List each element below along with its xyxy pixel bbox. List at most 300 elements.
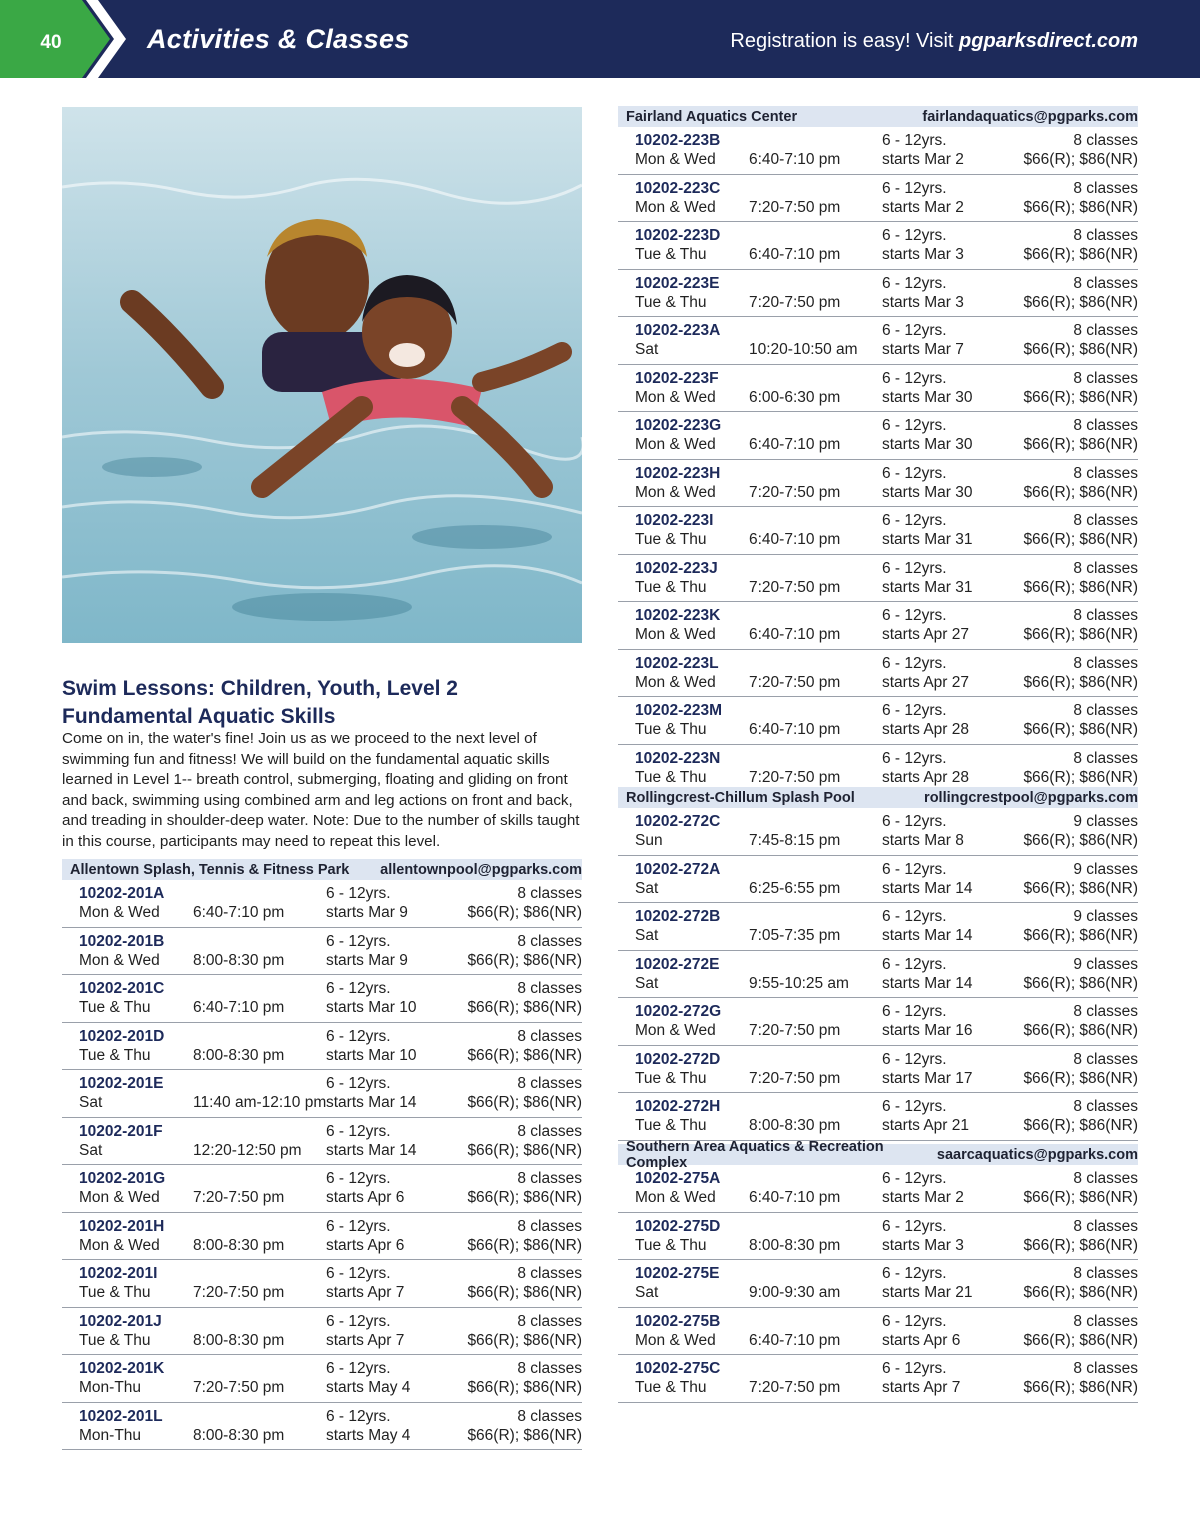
session-price: $66(R); $86(NR) [467,1046,582,1064]
session-code[interactable]: 10202-223D [635,227,721,244]
session-code[interactable]: 10202-223C [635,179,721,197]
session-days: Mon & Wed [635,198,716,216]
session-start: starts Mar 14 [882,879,973,897]
session-code[interactable]: 10202-223E [635,274,720,292]
session-code[interactable]: 10202-223A [635,322,721,339]
session-days: Sat [635,341,659,358]
session-code[interactable]: 10202-223L [635,654,719,672]
session-time: 7:20-7:50 pm [193,1284,285,1301]
session-days: Tue & Thu [79,999,151,1016]
session-price: $66(R); $86(NR) [1023,768,1138,786]
session-count: 8 classes [1073,1098,1138,1115]
session-time: 9:00-9:30 am [749,1284,841,1301]
page-number: 40 [40,32,62,53]
session-row [62,1355,582,1403]
session-count: 8 classes [517,1217,582,1235]
session-count: 8 classes [1073,607,1138,624]
session-count: 9 classes [1073,955,1138,973]
session-count: 8 classes [517,1027,582,1045]
session-time: 8:00-8:30 pm [193,1331,285,1349]
session-count: 8 classes [1073,1217,1138,1235]
session-price: $66(R); $86(NR) [467,904,582,921]
session-time: 9:55-10:25 am [749,974,849,992]
session-days: Tue & Thu [635,1069,707,1087]
session-time: 7:20-7:50 pm [193,1189,285,1206]
session-age: 6 - 12yrs. [882,369,947,387]
session-row [618,951,1138,999]
session-time: 6:40-7:10 pm [749,246,841,263]
session-price: $66(R); $86(NR) [467,1331,582,1349]
session-row [618,1046,1138,1094]
session-start: starts Apr 27 [882,626,970,643]
session-days: Sat [635,974,659,992]
session-row [618,175,1138,223]
session-price: $66(R); $86(NR) [1023,1069,1138,1087]
session-time: 6:40-7:10 pm [749,436,841,453]
session-time: 6:25-6:55 pm [749,879,841,897]
schedule-table-saarc [618,1138,1138,1403]
session-row [62,928,582,976]
session-count: 8 classes [1073,369,1138,387]
session-code[interactable]: 10202-223F [635,369,719,387]
session-row [62,1308,582,1356]
session-start: starts Apr 27 [882,673,970,691]
session-age: 6 - 12yrs. [326,1360,391,1377]
session-price: $66(R); $86(NR) [467,951,582,969]
session-age: 6 - 12yrs. [326,885,391,902]
session-count: 8 classes [1073,417,1138,434]
session-time: 6:00-6:30 pm [749,388,841,406]
session-start: starts Mar 3 [882,246,964,263]
session-time: 7:20-7:50 pm [749,673,841,691]
session-count: 8 classes [1073,1050,1138,1068]
session-rows [618,127,1138,792]
session-time: 12:20-12:50 pm [193,1141,302,1159]
session-row [618,903,1138,951]
session-row [618,998,1138,1046]
session-price: $66(R); $86(NR) [1023,198,1138,216]
session-count: 8 classes [517,980,582,997]
session-row [62,1023,582,1071]
session-age: 6 - 12yrs. [882,559,947,577]
session-time: 7:45-8:15 pm [749,832,841,849]
session-count: 8 classes [1073,654,1138,672]
session-row [62,1213,582,1261]
session-time: 7:20-7:50 pm [749,483,841,501]
session-days: Tue & Thu [635,1379,707,1396]
session-price: $66(R); $86(NR) [1023,531,1138,548]
session-age: 6 - 12yrs. [326,1027,391,1045]
session-start: starts Mar 14 [882,974,973,992]
session-price: $66(R); $86(NR) [1023,293,1138,311]
session-count: 8 classes [1073,559,1138,577]
session-age: 6 - 12yrs. [326,932,391,950]
session-days: Tue & Thu [79,1331,151,1349]
session-days: Mon & Wed [79,1236,160,1254]
session-price: $66(R); $86(NR) [467,1379,582,1396]
session-start: starts Mar 10 [326,1046,417,1064]
session-price: $66(R); $86(NR) [1023,879,1138,897]
session-row [618,1308,1138,1356]
session-row [618,555,1138,603]
session-count: 8 classes [1073,512,1138,529]
session-rows [618,1165,1138,1403]
page-header [0,0,1200,78]
session-price: $66(R); $86(NR) [1023,832,1138,849]
session-code[interactable]: 10202-201D [79,1027,165,1045]
session-code[interactable]: 10202-272G [635,1003,722,1020]
session-price: $66(R); $86(NR) [1023,1284,1138,1301]
session-code[interactable]: 10202-272H [635,1098,721,1115]
session-start: starts May 4 [326,1379,411,1396]
session-code[interactable]: 10202-201L [79,1407,163,1425]
session-count: 8 classes [1073,1170,1138,1187]
session-start: starts Apr 28 [882,768,970,786]
session-price: $66(R); $86(NR) [1023,721,1138,738]
session-price: $66(R); $86(NR) [1023,673,1138,691]
session-start: starts Apr 6 [882,1331,961,1349]
session-code[interactable]: 10202-201C [79,980,165,997]
session-price: $66(R); $86(NR) [1023,974,1138,992]
session-age: 6 - 12yrs. [882,1265,947,1282]
session-count: 8 classes [1073,702,1138,719]
session-time: 7:20-7:50 pm [193,1379,285,1396]
session-code[interactable]: 10202-201F [79,1122,163,1140]
session-start: starts Mar 2 [882,198,964,216]
session-price: $66(R); $86(NR) [1023,927,1138,944]
session-age: 6 - 12yrs. [326,1122,391,1140]
session-age: 6 - 12yrs. [326,1170,391,1187]
session-age: 6 - 12yrs. [882,860,947,878]
location-email-link[interactable]: rollingcrestpool@pgparks.com [924,789,1138,806]
session-price: $66(R); $86(NR) [467,999,582,1016]
session-price: $66(R); $86(NR) [1023,483,1138,501]
session-code[interactable]: 10202-272A [635,860,721,878]
location-name: Southern Area Aquatics & Recreation Complex [626,1138,884,1171]
session-row [62,1118,582,1166]
session-time: 8:00-8:30 pm [193,1236,285,1254]
session-price: $66(R); $86(NR) [1023,1331,1138,1349]
session-days: Mon & Wed [635,673,716,691]
session-days: Mon & Wed [635,483,716,501]
session-count: 8 classes [1073,1003,1138,1020]
session-price: $66(R); $86(NR) [1023,151,1138,168]
schedule-table-allentown [62,859,582,1450]
session-age: 6 - 12yrs. [882,1170,947,1187]
section-title: Activities & Classes [147,24,410,54]
session-price: $66(R); $86(NR) [467,1426,582,1444]
session-time: 6:40-7:10 pm [749,1331,841,1349]
session-row [618,507,1138,555]
session-age: 6 - 12yrs. [882,179,947,197]
session-code[interactable]: 10202-201J [79,1312,162,1330]
session-start: starts Mar 30 [882,436,973,453]
session-row [618,1093,1138,1141]
session-start: starts Mar 30 [882,483,973,501]
location-email-link[interactable]: fairlandaquatics@pgparks.com [922,108,1138,125]
registration-prefix: Registration is easy! Visit [730,30,960,52]
session-days: Mon & Wed [635,1022,716,1039]
location-email-link[interactable]: allentownpool@pgparks.com [380,861,582,878]
course-title-line2: Fundamental Aquatic Skills [62,705,336,728]
session-code[interactable]: 10202-223J [635,559,718,577]
session-time: 7:20-7:50 pm [749,1022,841,1039]
session-code[interactable]: 10202-275E [635,1265,720,1282]
session-code[interactable]: 10202-223B [635,132,721,149]
session-count: 9 classes [1073,813,1138,830]
session-start: starts Apr 7 [326,1284,405,1301]
session-row [618,808,1138,856]
session-days: Mon & Wed [635,1331,716,1349]
session-price: $66(R); $86(NR) [1023,1236,1138,1254]
session-count: 8 classes [517,1407,582,1425]
session-days: Mon & Wed [79,951,160,969]
session-age: 6 - 12yrs. [882,607,947,624]
session-start: starts Apr 21 [882,1117,970,1134]
session-start: starts Apr 7 [882,1379,961,1396]
session-row [618,1260,1138,1308]
session-row [618,650,1138,698]
session-count: 9 classes [1073,908,1138,925]
location-email-link[interactable]: saarcaquatics@pgparks.com [936,1146,1138,1163]
session-count: 8 classes [1073,1265,1138,1282]
session-age: 6 - 12yrs. [882,1050,947,1068]
session-code[interactable]: 10202-201I [79,1265,158,1282]
session-code[interactable]: 10202-272D [635,1050,721,1068]
session-price: $66(R); $86(NR) [1023,1022,1138,1039]
session-count: 8 classes [1073,132,1138,149]
session-row [62,880,582,928]
session-days: Tue & Thu [635,578,707,596]
session-row [618,222,1138,270]
session-count: 8 classes [517,885,582,902]
session-code[interactable]: 10202-223K [635,607,721,624]
session-days: Tue & Thu [635,1236,707,1254]
session-days: Tue & Thu [79,1284,151,1301]
session-start: starts Mar 2 [882,151,964,168]
session-days: Sun [635,832,663,849]
session-days: Sat [635,879,659,897]
session-count: 8 classes [517,1075,582,1092]
session-days: Mon & Wed [635,626,716,643]
session-time: 7:05-7:35 pm [749,927,841,944]
session-days: Tue & Thu [635,721,707,738]
session-time: 7:20-7:50 pm [749,768,841,786]
session-code[interactable]: 10202-223H [635,464,721,482]
session-start: starts Mar 16 [882,1022,973,1039]
session-age: 6 - 12yrs. [882,1312,947,1330]
session-code[interactable]: 10202-201B [79,932,165,950]
session-code[interactable]: 10202-275C [635,1360,721,1377]
session-count: 8 classes [517,1265,582,1282]
session-count: 8 classes [1073,274,1138,292]
session-days: Sat [635,927,659,944]
session-row [618,1213,1138,1261]
session-age: 6 - 12yrs. [882,464,947,482]
session-start: starts Mar 3 [882,1236,964,1254]
session-start: starts Mar 14 [326,1141,417,1159]
session-row [618,317,1138,365]
session-code[interactable]: 10202-201G [79,1170,166,1187]
session-start: starts Mar 14 [326,1094,417,1111]
session-price: $66(R); $86(NR) [1023,341,1138,358]
session-count: 8 classes [1073,1360,1138,1377]
session-start: starts Apr 6 [326,1236,405,1254]
session-price: $66(R); $86(NR) [467,1236,582,1254]
session-age: 6 - 12yrs. [882,227,947,244]
session-time: 7:20-7:50 pm [749,293,841,311]
location-header [618,1138,1138,1171]
session-rows [62,880,582,1450]
session-code[interactable]: 10202-201A [79,885,165,902]
session-age: 6 - 12yrs. [882,417,947,434]
session-start: starts Mar 10 [326,999,417,1016]
session-count: 9 classes [1073,860,1138,878]
session-age: 6 - 12yrs. [882,908,947,925]
session-row [618,856,1138,904]
session-time: 10:20-10:50 am [749,341,858,358]
session-row [618,1165,1138,1213]
session-row [618,697,1138,745]
session-price: $66(R); $86(NR) [1023,1379,1138,1396]
session-start: starts Mar 8 [882,832,964,849]
session-code[interactable]: 10202-275D [635,1217,721,1235]
session-row [618,602,1138,650]
session-count: 8 classes [1073,227,1138,244]
session-price: $66(R); $86(NR) [1023,436,1138,453]
session-row [618,460,1138,508]
session-days: Sat [635,1284,659,1301]
session-start: starts Mar 9 [326,904,408,921]
session-days: Tue & Thu [635,531,707,548]
session-time: 6:40-7:10 pm [193,999,285,1016]
session-price: $66(R); $86(NR) [1023,1189,1138,1206]
session-start: starts May 4 [326,1426,411,1444]
session-age: 6 - 12yrs. [326,1265,391,1282]
session-days: Mon & Wed [635,1189,716,1206]
session-price: $66(R); $86(NR) [467,1094,582,1111]
session-age: 6 - 12yrs. [882,749,947,767]
session-age: 6 - 12yrs. [326,1407,391,1425]
session-days: Tue & Thu [635,246,707,263]
session-age: 6 - 12yrs. [882,813,947,830]
location-header [618,106,1138,127]
session-price: $66(R); $86(NR) [467,1189,582,1206]
session-days: Mon & Wed [635,151,716,168]
session-days: Mon-Thu [79,1426,142,1444]
session-price: $66(R); $86(NR) [467,1284,582,1301]
session-row [62,1070,582,1118]
session-days: Mon & Wed [79,1189,160,1206]
session-price: $66(R); $86(NR) [1023,1117,1138,1134]
schedule-table-fairland [618,106,1138,792]
session-time: 6:40-7:10 pm [749,626,841,643]
session-time: 8:00-8:30 pm [749,1117,841,1134]
session-code[interactable]: 10202-201H [79,1217,165,1235]
session-days: Mon & Wed [635,436,716,453]
session-time: 6:40-7:10 pm [749,721,841,738]
course-description: Come on in, the water's fine! Join us as we proceed to the next level of swimming fun and fitness! We will build on the fundamental aquatic skills learned in Level 1-- breath control, submerging, floating and gliding on front and back, swimming using combined arm and leg actions on front and back, and treading in shoulder-deep water. Note: Due to the number of skills taught in this course, participants may need to repeat this level. [62,730,580,850]
session-row [618,745,1138,793]
session-row [62,1260,582,1308]
session-time: 6:40-7:10 pm [193,904,285,921]
registration-text [730,30,1138,53]
session-code[interactable]: 10202-272C [635,813,721,830]
session-count: 8 classes [517,1312,582,1330]
session-age: 6 - 12yrs. [882,702,947,719]
session-age: 6 - 12yrs. [326,1075,391,1092]
session-time: 6:40-7:10 pm [749,1189,841,1206]
session-code[interactable]: 10202-275A [635,1170,721,1187]
session-age: 6 - 12yrs. [326,1217,391,1235]
session-code[interactable]: 10202-223M [635,702,723,719]
session-days: Tue & Thu [635,293,707,311]
session-code[interactable]: 10202-223I [635,512,714,529]
session-start: starts Mar 14 [882,927,973,944]
session-start: starts Mar 7 [882,341,964,358]
session-age: 6 - 12yrs. [882,274,947,292]
location-header [618,787,1138,808]
session-time: 6:40-7:10 pm [749,531,841,548]
session-code[interactable]: 10202-201K [79,1360,165,1377]
session-days: Mon & Wed [635,388,716,406]
session-code[interactable]: 10202-272E [635,955,720,973]
session-time: 8:00-8:30 pm [193,1426,285,1444]
session-row [618,270,1138,318]
session-age: 6 - 12yrs. [882,1003,947,1020]
course-title-line1: Swim Lessons: Children, Youth, Level 2 [62,677,458,700]
session-time: 7:20-7:50 pm [749,198,841,216]
session-count: 8 classes [517,1360,582,1377]
session-code[interactable]: 10202-201E [79,1075,164,1092]
session-count: 8 classes [1073,1312,1138,1330]
session-days: Mon & Wed [79,904,160,921]
session-age: 6 - 12yrs. [326,980,391,997]
session-time: 6:40-7:10 pm [749,151,841,168]
session-start: starts Apr 7 [326,1331,405,1349]
swim-lesson-photo [62,107,582,643]
registration-url-link[interactable]: pgparksdirect.com [959,30,1138,52]
session-start: starts Apr 28 [882,721,970,738]
session-start: starts Mar 31 [882,531,973,548]
session-code[interactable]: 10202-275B [635,1312,721,1330]
session-row [62,1165,582,1213]
course-title [62,675,582,731]
session-time: 8:00-8:30 pm [193,951,285,969]
session-start: starts Mar 2 [882,1189,964,1206]
session-days: Sat [79,1141,103,1159]
session-code[interactable]: 10202-272B [635,908,721,925]
session-count: 8 classes [1073,749,1138,767]
session-time: 7:20-7:50 pm [749,1069,841,1087]
session-price: $66(R); $86(NR) [1023,388,1138,406]
session-price: $66(R); $86(NR) [1023,626,1138,643]
session-start: starts Mar 31 [882,578,973,596]
location-name: Rollingcrest-Chillum Splash Pool [626,789,855,806]
session-start: starts Mar 30 [882,388,973,406]
session-age: 6 - 12yrs. [882,1217,947,1235]
location-name: Fairland Aquatics Center [626,108,798,125]
session-rows [618,808,1138,1141]
session-age: 6 - 12yrs. [326,1312,391,1330]
session-row [618,1355,1138,1403]
session-start: starts Mar 17 [882,1069,973,1087]
schedule-table-rollingcrest [618,787,1138,1141]
session-age: 6 - 12yrs. [882,132,947,149]
session-code[interactable]: 10202-223G [635,417,722,434]
session-row [62,975,582,1023]
session-code[interactable]: 10202-223N [635,749,721,767]
